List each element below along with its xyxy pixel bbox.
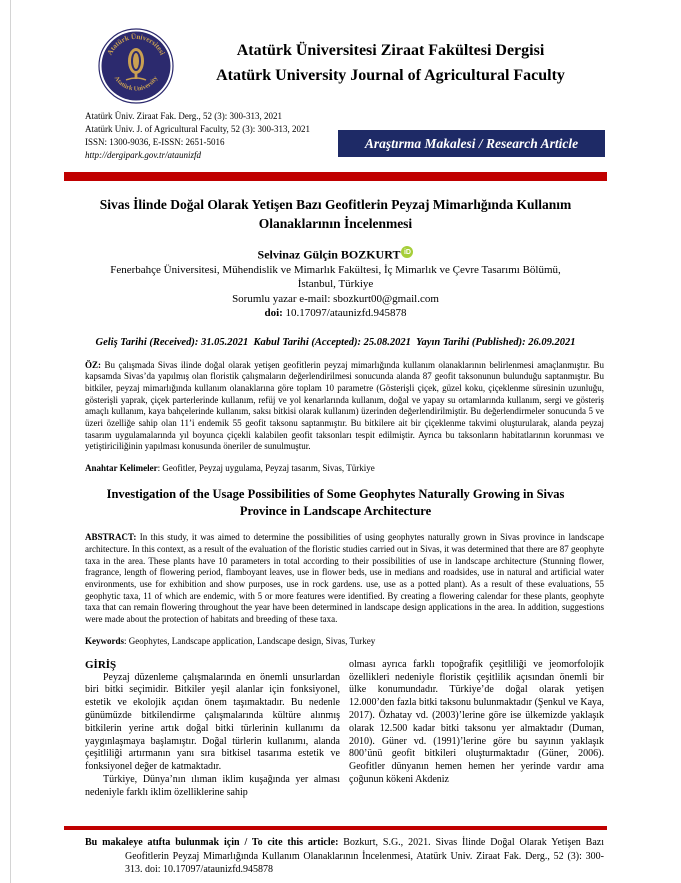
journal-issn: ISSN: 1300-9036, E-ISSN: 2651-5016	[85, 137, 225, 147]
article-type-banner	[338, 130, 605, 157]
journal-title-english: Atatürk University Journal of Agricultural Faculty	[216, 67, 565, 84]
footer-citation	[64, 836, 607, 877]
keywords-english-text: : Geophytes, Landscape application, Landscape design, Sivas, Turkey	[124, 635, 376, 646]
university-seal-icon	[98, 28, 174, 104]
abstract-english-text: In this study, it was aimed to determine the possibilities of using geophytes naturally grown in Sivas province in landscape architecture. In this context, as a result of the evaluation of the floristic studies carried out in Sivas, it was determined that there are 87 geophyte taxa in the area. These plants have 10 parameters in total according to their possibilities of use in landscape architecture (Stunning flower, fragrance, length of flowering period, flamboyant leaves, use in flower beds, use in medians and roadsides, use in natural and artificial water environments, use for exhibition and show purposes, use in rock gardens. use, use as a potted plant). As a result of these evaluations, 55 geophytic taxa, 11 of which are endemic, with 5 or more features were identified. By creating a flowering calendar for these plants, geophyte taxa that can remain flowering throughout the year have been determined in landscape design applications in the area. In addition, suggestions were made about the protection of habitats and breeding of these taxa.	[85, 532, 604, 625]
article-type-label: Araştırma Makalesi / Research Article	[364, 135, 579, 151]
orcid-icon[interactable]: iD	[401, 246, 413, 258]
doi-line	[64, 306, 607, 321]
doi-label: doi:	[264, 307, 283, 319]
body-column-right	[349, 659, 604, 835]
logo-arc-text-top: Atatürk Üniversitesi	[105, 32, 167, 57]
article-title-turkish: Sivas İlinde Doğal Olarak Yetişen Bazı Geofitlerin Peyzaj Mimarlığında Kullanım Olanaklarının İncelenmesi	[99, 197, 572, 231]
red-divider-thick	[64, 172, 607, 181]
section-heading-giris: GİRİŞ	[85, 658, 117, 671]
keywords-english-line	[64, 636, 607, 646]
body-column-left	[85, 659, 340, 835]
journal-header	[64, 0, 607, 104]
keywords-english-label: Keywords	[85, 635, 124, 646]
abstract-english	[64, 532, 607, 626]
abstract-english-label: ABSTRACT:	[85, 532, 137, 543]
journal-citation-tr: Atatürk Üniv. Ziraat Fak. Derg., 52 (3): 300-313, 2021	[85, 111, 282, 121]
email-label: Sorumlu yazar e-mail:	[232, 292, 331, 305]
corresponding-email-line	[64, 292, 607, 307]
logo-arc-text-bottom: Atatürk University	[112, 74, 160, 93]
affiliation-block	[64, 263, 607, 321]
journal-title-turkish: Atatürk Üniversitesi Ziraat Fakültesi Dergisi	[236, 42, 545, 59]
body-paragraph: olması ayrıca farklı topoğrafik çeşitliliği ve jeomorfolojik özellikleri nedeniyle floristik çeşitlilik açısından önemli bir ülke konumundadır. Türkiye’de doğal olarak yetişen 12.000’den fazla bitki taksonu bulunmaktadır (Şenkul ve Kaya, 2017). Özhatay vd. (2003)’lerine göre ise ülkemizde yaklaşık olarak 12.500 kadar bitki taksonu yer almaktadır (Duman, 2010). Güner vd. (1991)’lerine göre bu sayının yaklaşık 800’ünü geofit bitkileri oluşturmaktadır (Güner, 2006). Geofitler dünyanın hemen hemen her yerinde vardır ama çoğunun kökeni Akdeniz	[349, 658, 604, 785]
affiliation-line-2: İstanbul, Türkiye	[297, 278, 374, 290]
journal-url-link[interactable]: http://dergipark.gov.tr/ataunizfd	[85, 150, 201, 160]
abstract-turkish-label: ÖZ:	[85, 359, 102, 370]
article-dates-line: Geliş Tarihi (Received): 31.05.2021 Kabul Tarihi (Accepted): 25.08.2021 Yayın Tarihi (Published): 26.09.2021	[95, 336, 576, 348]
footer-citation-label: Bu makaleye atıfta bulunmak için / To cite this article:	[85, 837, 339, 848]
abstract-turkish-text: Bu çalışmada Sivas ilinde doğal olarak yetişen geofitlerin peyzaj mimarlığında kullanım olanaklarının belirlenmesi amaçlanmıştır. Bu kapsamda Sivas’da yapılmış olan floristik çalışmaların değerlendirilmesi sonucunda alanda 87 geofit taksonunun bulunduğu saptanmıştır. Bu bitkiler, peyzaj mimarlığında kullanım olanaklarına göre toplam 10 parametre (Gösterişli çiçek, güzel koku, çiçeklenme süresinin uzunluğu, gösterişli yaprak, çiçek parterlerinde kullanım, refüj ve yol kenarlarında kullanım, doğal ve yapay su ortamlarında kullanım, sergi ve gösteriş amaçlı kullanım, kaya bahçelerinde kullanım, saksı bitkisi olarak kullanım) üzerinden değerlendirilmiştir. Bu değerlendirmeler sonucunda 5 ve üzeri özelliğe sahip olan 11’i endemik 55 geofit taksonu saptanmıştır. Bu bitkilere ait bir çiçeklenme takvimi oluşturularak, alanda peyzaj tasarım uygulamalarında yıl boyunca çiçekli kalabilen geofit taksonları tespit edilmiştir. Ayrıca bu taksonların habitatlarının korunması ve yetiştiriciliğinin yapılması konusunda öneriler de sunulmuştur.	[85, 359, 605, 452]
keywords-turkish-text: : Geofitler, Peyzaj uygulama, Peyzaj tasarım, Sivas, Türkiye	[157, 463, 375, 474]
body-paragraph: Peyzaj düzenleme çalışmalarında en önemli unsurlardan biri bitki seçimidir. Bitkiler yeşil alanlar için fonksiyonel, estetik ve ekolojik açıdan önem taşımaktadır. Bu nedenle günümüzde bitkilendirme çalışmalarında kültüre alınmış bitkilerin yerine artık doğal bitki türlerinin kullanımı da yaygınlaşmaya başlamıştır. Doğal türlerin kullanımı, alanda çeşitliliği artırmanın yanı sıra bitkisel tasarıma estetik ve fonksiyonel değer de katmaktadır.	[85, 671, 340, 773]
journal-title-block	[174, 28, 607, 88]
email-link[interactable]: sbozkurt00@gmail.com	[333, 292, 439, 305]
body-columns	[64, 659, 607, 835]
abstract-turkish	[64, 360, 607, 454]
body-paragraph: Türkiye, Dünya’nın ılıman iklim kuşağında yer alması nedeniyle farklı iklim özelliklerine sahip	[85, 773, 340, 798]
university-seal-logo	[98, 28, 174, 104]
page-edge-line	[10, 0, 11, 883]
author-name: Selvinaz Gülçin BOZKURT	[257, 247, 401, 262]
journal-citation-en: Atatürk Univ. J. of Agricultural Faculty, 52 (3): 300-313, 2021	[85, 124, 311, 134]
masthead-row	[64, 110, 607, 168]
keywords-turkish-line	[64, 463, 607, 473]
affiliation-line-1: Fenerbahçe Üniversitesi, Mühendislik ve Mimarlık Fakültesi, İç Mimarlık ve Çevre Tasarımı Bölümü,	[110, 263, 561, 276]
doi-link[interactable]: 10.17097/ataunizfd.945878	[285, 307, 407, 319]
article-title-english: Investigation of the Usage Possibilities of Some Geophytes Naturally Growing in Sivas Province in Landscape Architecture	[106, 487, 565, 519]
keywords-turkish-label: Anahtar Kelimeler	[85, 463, 158, 474]
author-row	[64, 246, 607, 263]
red-divider-thin	[64, 826, 607, 830]
footer-citation-text: Bozkurt, S.G., 2021. Sivas İlinde Doğal Olarak Yetişen Bazı Geofitlerin Peyzaj Mimarlığında Kullanım Olanaklarının İncelenmesi, Atatürk Univ. Ziraat Fak. Derg., 52 (3): 300-313. doi: 10.17097/ataunizfd.945878	[125, 837, 605, 875]
